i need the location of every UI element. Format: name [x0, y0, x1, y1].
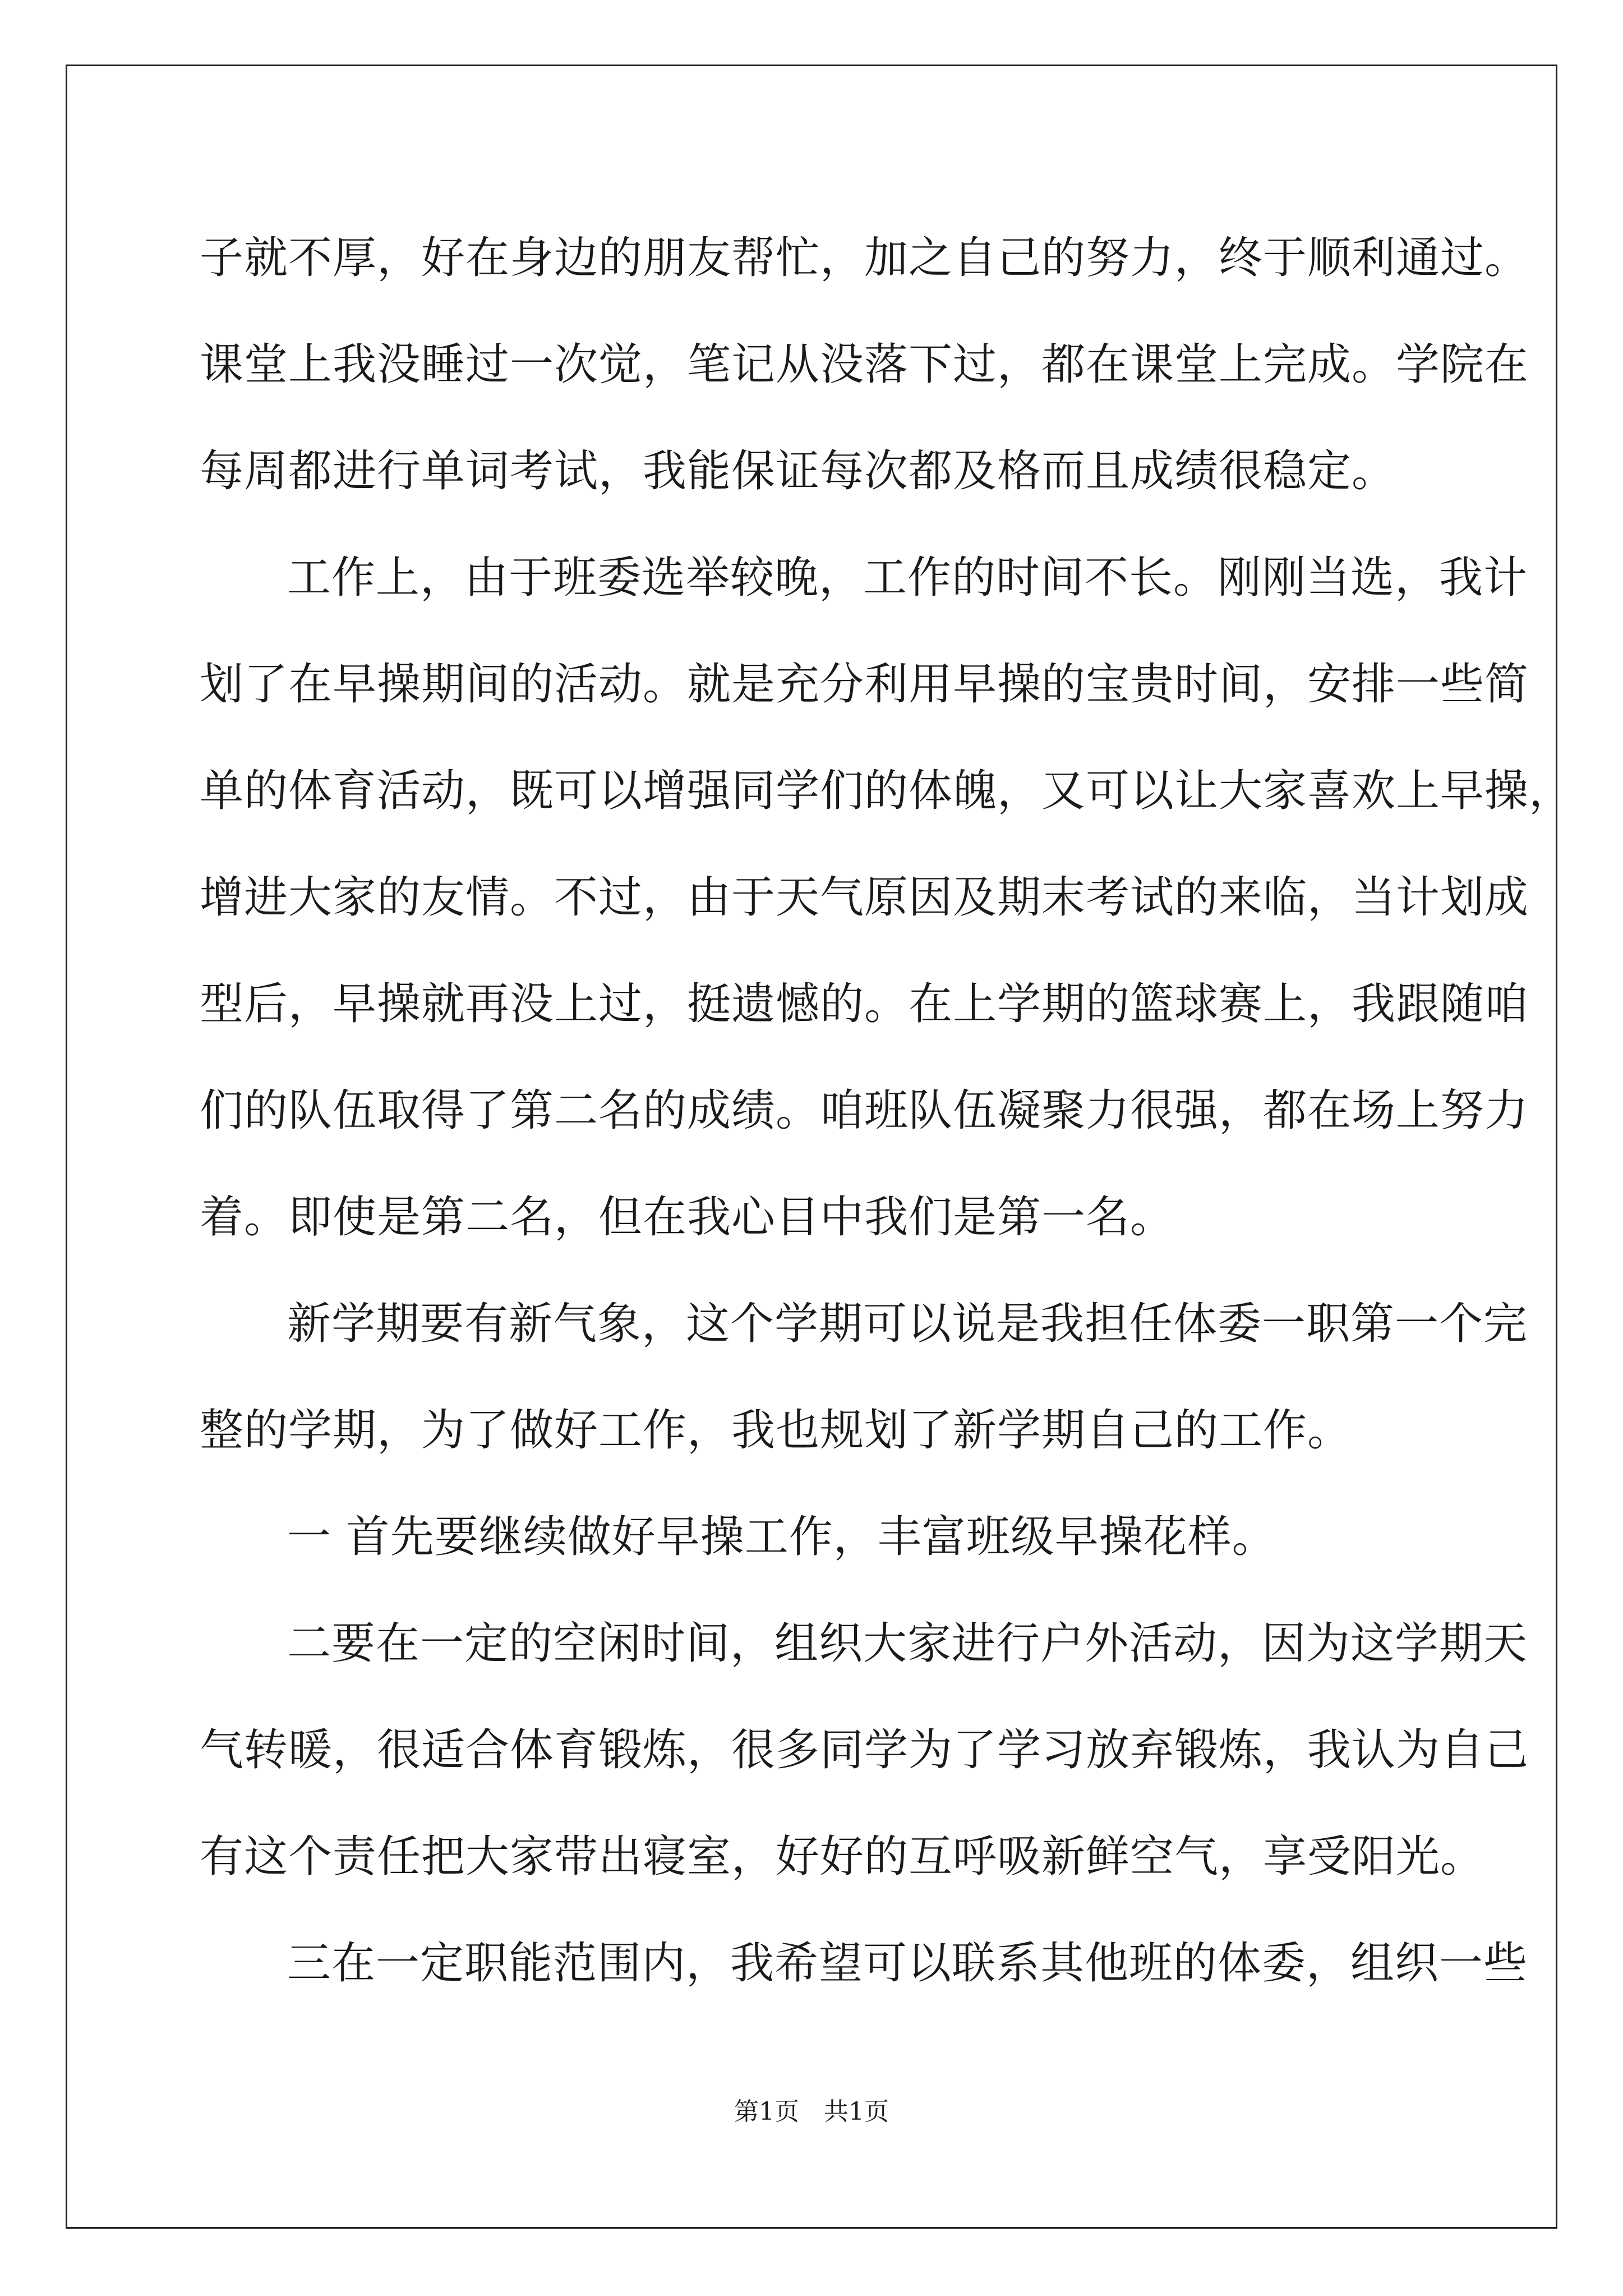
text-line: 三在一定职能范围内，我希望可以联系其他班的体委，组织一些 — [287, 1938, 1528, 1989]
text-line: 们的队伍取得了第二名的成绩。咱班队伍凝聚力很强，都在场上努力 — [200, 1085, 1529, 1136]
text-line: 一 首先要继续做好早操工作，丰富班级早操花样。 — [287, 1512, 1276, 1562]
text-line: 课堂上我没睡过一次觉，笔记从没落下过，都在课堂上完成。学院在 — [200, 339, 1529, 390]
text-line: 每周都进行单词考试，我能保证每次都及格而且成绩很稳定。 — [200, 446, 1396, 496]
page-number-footer: 第1页 共1页 — [734, 2097, 889, 2126]
text-line: 单的体育活动，既可以增强同学们的体魄，又可以让大家喜欢上早操， — [200, 766, 1574, 816]
text-line: 整的学期，为了做好工作，我也规划了新学期自己的工作。 — [200, 1405, 1352, 1456]
text-line: 有这个责任把大家带出寝室，好好的互呼吸新鲜空气，享受阳光。 — [200, 1832, 1485, 1882]
text-line: 子就不厚，好在身边的朋友帮忙，加之自己的努力，终于顺利通过。 — [200, 233, 1529, 283]
text-line: 着。即使是第二名，但在我心目中我们是第一名。 — [200, 1192, 1175, 1243]
text-line: 划了在早操期间的活动。就是充分利用早操的宝贵时间，安排一些简 — [200, 659, 1529, 710]
text-line: 二要在一定的空闲时间，组织大家进行户外活动，因为这学期天 — [287, 1618, 1528, 1669]
text-line: 增进大家的友情。不过，由于天气原因及期末考试的来临，当计划成 — [200, 872, 1529, 923]
text-line: 新学期要有新气象，这个学期可以说是我担任体委一职第一个完 — [287, 1299, 1528, 1349]
document-body — [200, 205, 1574, 2017]
text-line: 工作上，由于班委选举较晚，工作的时间不长。刚刚当选，我计 — [287, 553, 1528, 603]
text-line: 气转暖，很适合体育锻炼，很多同学为了学习放弃锻炼，我认为自己 — [200, 1725, 1529, 1775]
text-line: 型后，早操就再没上过，挺遗憾的。在上学期的篮球赛上，我跟随咱 — [200, 979, 1529, 1029]
